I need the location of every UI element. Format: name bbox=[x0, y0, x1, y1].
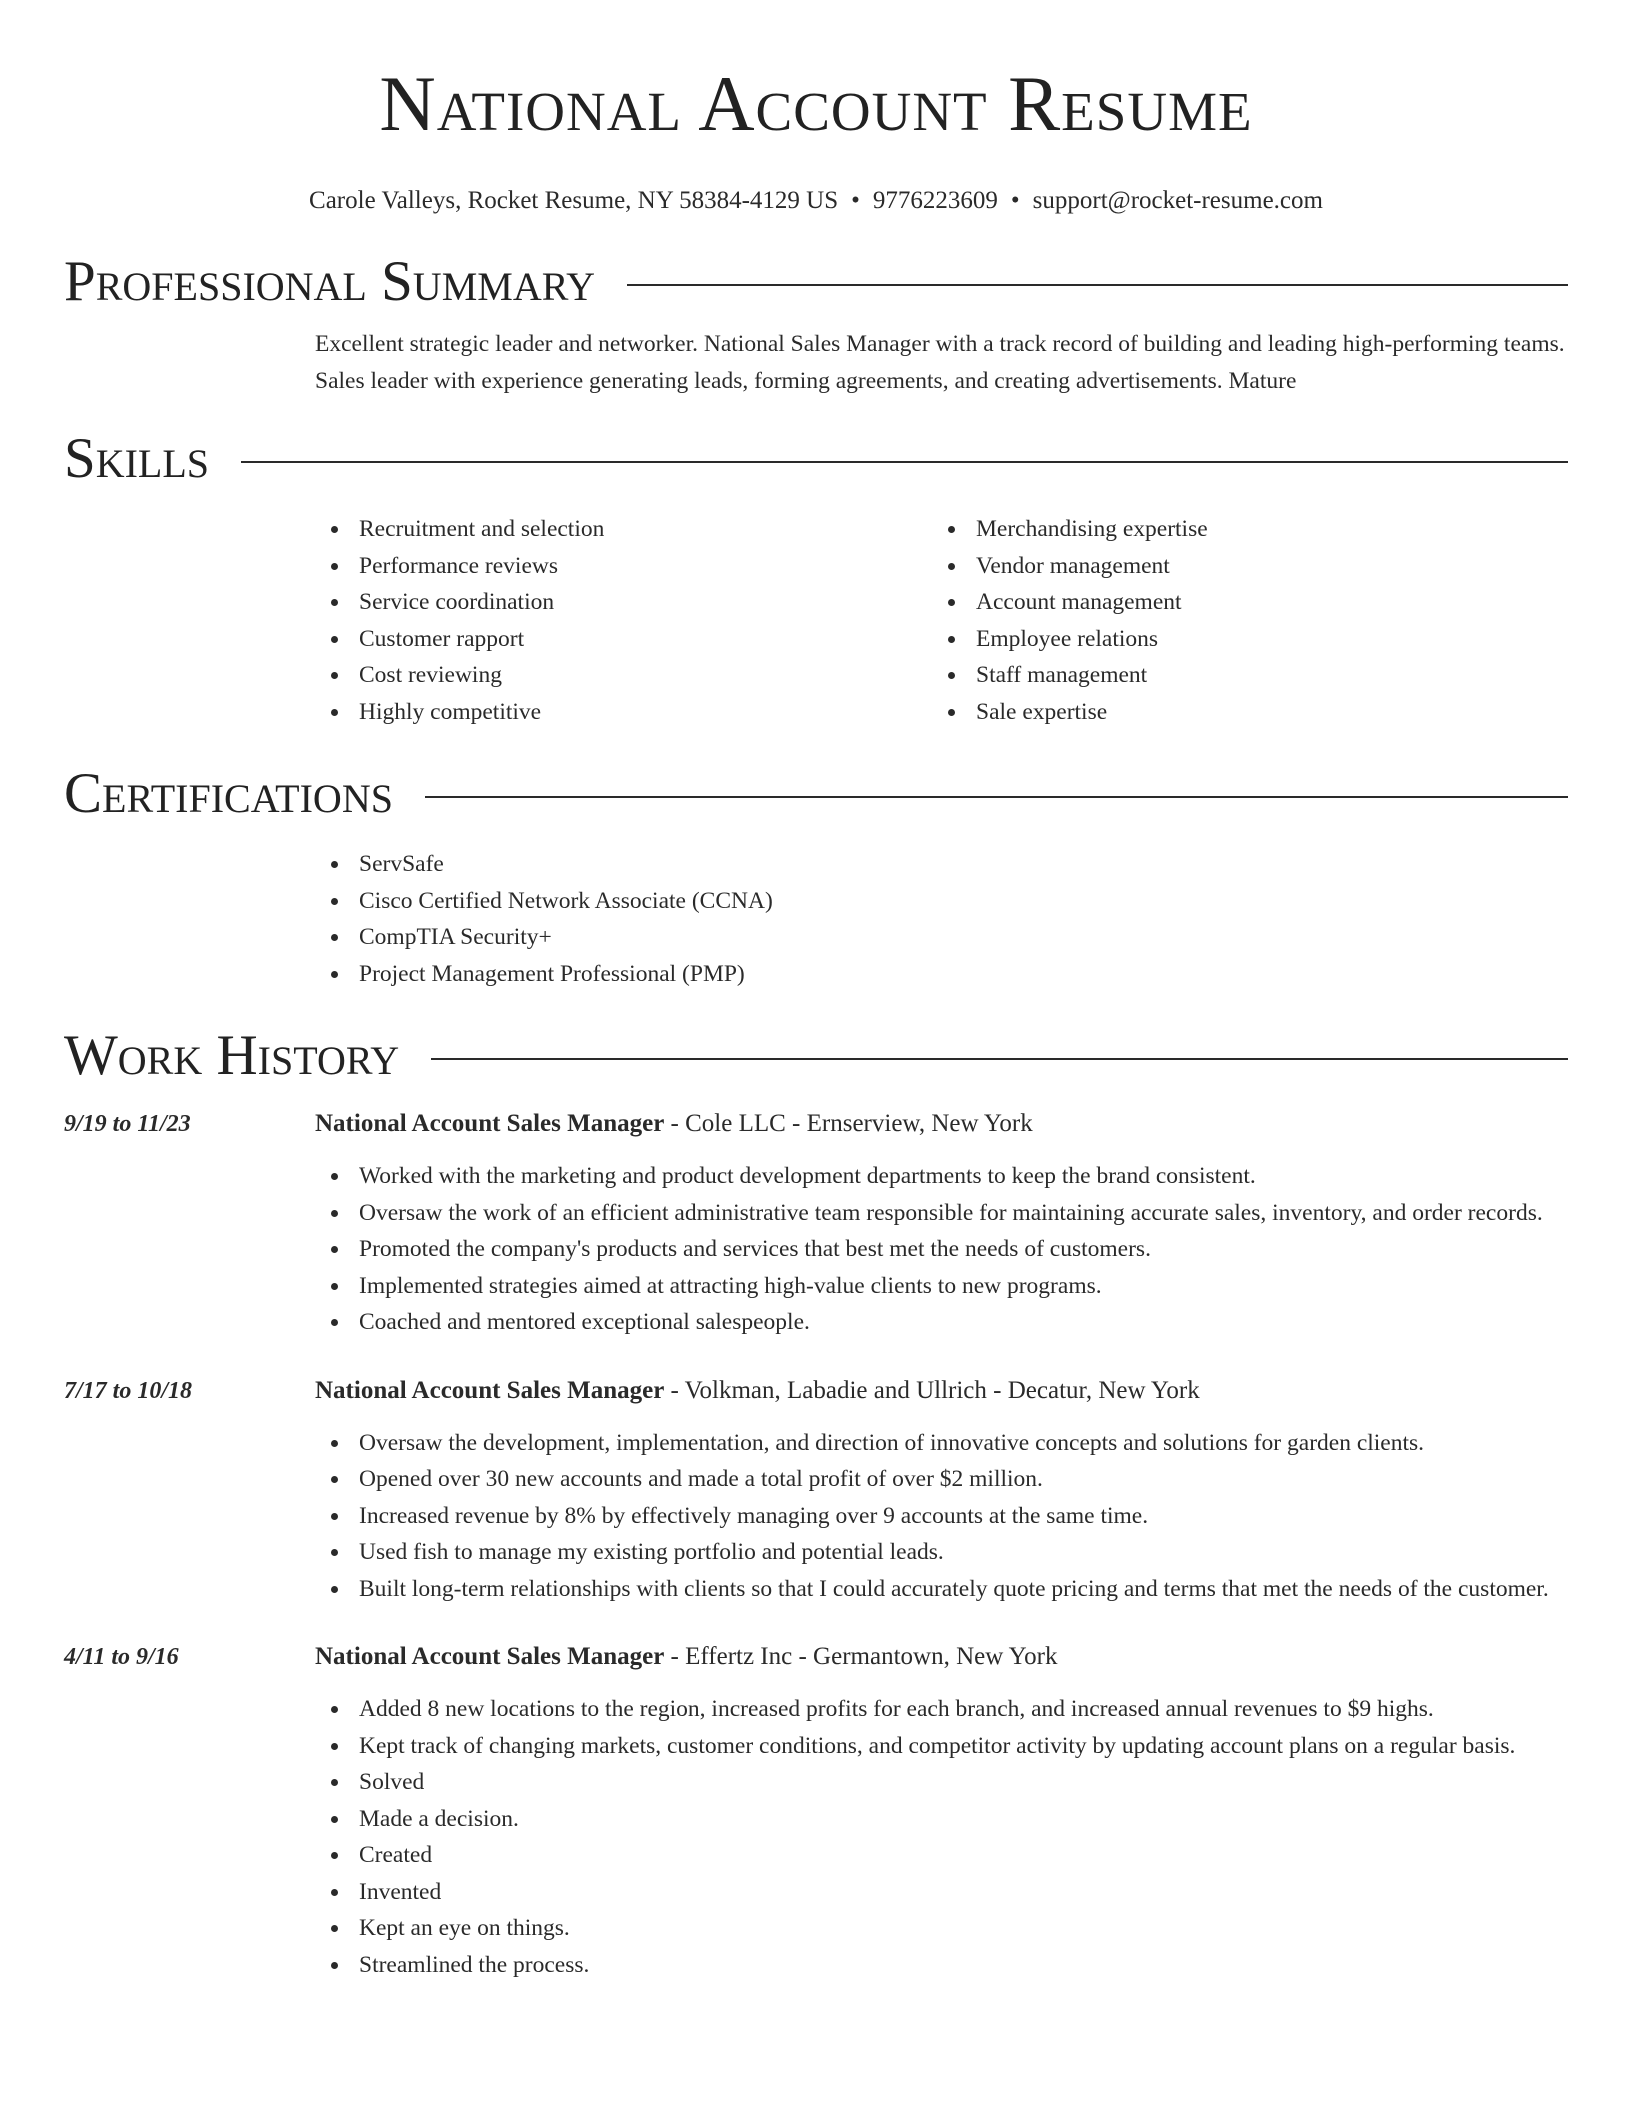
skills-list-left bbox=[315, 511, 932, 730]
skills-list-right bbox=[932, 511, 1549, 730]
contact-separator: • bbox=[1010, 187, 1020, 214]
job-main bbox=[315, 1373, 1568, 1608]
job-heading bbox=[315, 1639, 1568, 1675]
list-item: Recruitment and selection bbox=[315, 511, 932, 548]
section-divider bbox=[425, 796, 1568, 798]
list-item: Streamlined the process. bbox=[315, 1947, 1568, 1984]
skills-heading: Skills bbox=[64, 427, 210, 490]
certifications-body bbox=[315, 846, 1568, 992]
list-item: Service coordination bbox=[315, 584, 932, 621]
list-item: Project Management Professional (PMP) bbox=[315, 956, 1568, 993]
job-bullets bbox=[315, 1691, 1568, 1983]
contact-address: Carole Valleys, Rocket Resume, NY 58384-4129 US bbox=[309, 187, 839, 214]
job-bullets bbox=[315, 1158, 1568, 1341]
list-item: Built long-term relationships with clients so that I could accurately quote pricing and terms that met the needs of the customer. bbox=[315, 1571, 1568, 1608]
job-heading bbox=[315, 1106, 1568, 1142]
job-title: National Account Sales Manager bbox=[315, 1110, 665, 1137]
list-item: Highly competitive bbox=[315, 694, 932, 731]
list-item: Vendor management bbox=[932, 548, 1549, 585]
section-divider bbox=[627, 284, 1568, 286]
summary-text: Excellent strategic leader and networker. National Sales Manager with a track record of building and leading high-performing teams. Sales leader with experience generating leads, forming agreements, and creating advertisements. Mature bbox=[315, 331, 1565, 394]
job-dates: 7/17 to 10/18 bbox=[64, 1377, 193, 1404]
skills-grid bbox=[315, 511, 1568, 730]
list-item: Opened over 30 new accounts and made a total profit of over $2 million. bbox=[315, 1461, 1568, 1498]
list-item: Added 8 new locations to the region, increased profits for each branch, and increased annual revenues to $9 highs. bbox=[315, 1691, 1568, 1728]
list-item: Created bbox=[315, 1837, 1568, 1874]
list-item: Cost reviewing bbox=[315, 657, 932, 694]
job-details: - Volkman, Labadie and Ullrich - Decatur, New York bbox=[664, 1376, 1200, 1404]
contact-separator: • bbox=[851, 187, 860, 214]
list-item: Sale expertise bbox=[932, 694, 1549, 731]
job-entry bbox=[64, 1106, 1568, 1341]
list-item: Kept track of changing markets, customer conditions, and competitor activity by updating account plans on a regular basis. bbox=[315, 1728, 1568, 1765]
job-entry bbox=[64, 1373, 1568, 1608]
work-heading: Work History bbox=[64, 1024, 400, 1087]
list-item: Cisco Certified Network Associate (CCNA) bbox=[315, 883, 1568, 920]
job-entry bbox=[64, 1639, 1568, 1983]
list-item: Implemented strategies aimed at attracting high-value clients to new programs. bbox=[315, 1268, 1568, 1305]
list-item: Oversaw the work of an efficient administrative team responsible for maintaining accurate sales, inventory, and order records. bbox=[315, 1195, 1568, 1232]
list-item: Performance reviews bbox=[315, 548, 932, 585]
job-main bbox=[315, 1639, 1568, 1983]
certifications-list bbox=[315, 846, 1568, 992]
section-divider bbox=[431, 1058, 1568, 1060]
job-bullets bbox=[315, 1425, 1568, 1608]
certifications-heading: Certifications bbox=[64, 762, 393, 825]
summary-body bbox=[315, 326, 1568, 399]
job-main bbox=[315, 1106, 1568, 1341]
list-item: Account management bbox=[932, 584, 1549, 621]
resume-title: National Account Resume bbox=[379, 60, 1253, 147]
list-item: Employee relations bbox=[932, 621, 1549, 658]
job-title: National Account Sales Manager bbox=[315, 1643, 665, 1670]
summary-heading: Professional Summary bbox=[64, 250, 596, 313]
summary-section-header bbox=[64, 250, 1568, 314]
skills-body bbox=[315, 511, 1568, 730]
list-item: Oversaw the development, implementation, and direction of innovative concepts and solutions for garden clients. bbox=[315, 1425, 1568, 1462]
list-item: ServSafe bbox=[315, 846, 1568, 883]
job-details: - Cole LLC - Ernserview, New York bbox=[664, 1110, 1033, 1137]
list-item: Invented bbox=[315, 1874, 1568, 1911]
section-divider bbox=[241, 461, 1568, 463]
list-item: Coached and mentored exceptional salespeople. bbox=[315, 1304, 1568, 1341]
list-item: Increased revenue by 8% by effectively managing over 9 accounts at the same time. bbox=[315, 1498, 1568, 1535]
list-item: Promoted the company's products and services that best met the needs of customers. bbox=[315, 1231, 1568, 1268]
job-details: - Effertz Inc - Germantown, New York bbox=[664, 1643, 1058, 1670]
contact-email[interactable]: support@rocket-resume.com bbox=[1032, 187, 1323, 214]
list-item: Used fish to manage my existing portfolio and potential leads. bbox=[315, 1534, 1568, 1571]
skills-section-header bbox=[64, 427, 1568, 491]
list-item: Customer rapport bbox=[315, 621, 932, 658]
work-section-header bbox=[64, 1024, 1568, 1088]
job-dates: 9/19 to 11/23 bbox=[64, 1111, 191, 1137]
contact-line bbox=[64, 186, 1568, 216]
list-item: Staff management bbox=[932, 657, 1549, 694]
list-item: Made a decision. bbox=[315, 1801, 1568, 1838]
certifications-section-header bbox=[64, 762, 1568, 826]
job-title: National Account Sales Manager bbox=[315, 1376, 665, 1404]
contact-phone: 9776223609 bbox=[872, 187, 998, 214]
list-item: Merchandising expertise bbox=[932, 511, 1549, 548]
list-item: Solved bbox=[315, 1764, 1568, 1801]
list-item: Worked with the marketing and product development departments to keep the brand consistent. bbox=[315, 1158, 1568, 1195]
job-dates: 4/11 to 9/16 bbox=[64, 1644, 179, 1670]
list-item: CompTIA Security+ bbox=[315, 919, 1568, 956]
list-item: Kept an eye on things. bbox=[315, 1910, 1568, 1947]
job-heading bbox=[315, 1373, 1568, 1409]
